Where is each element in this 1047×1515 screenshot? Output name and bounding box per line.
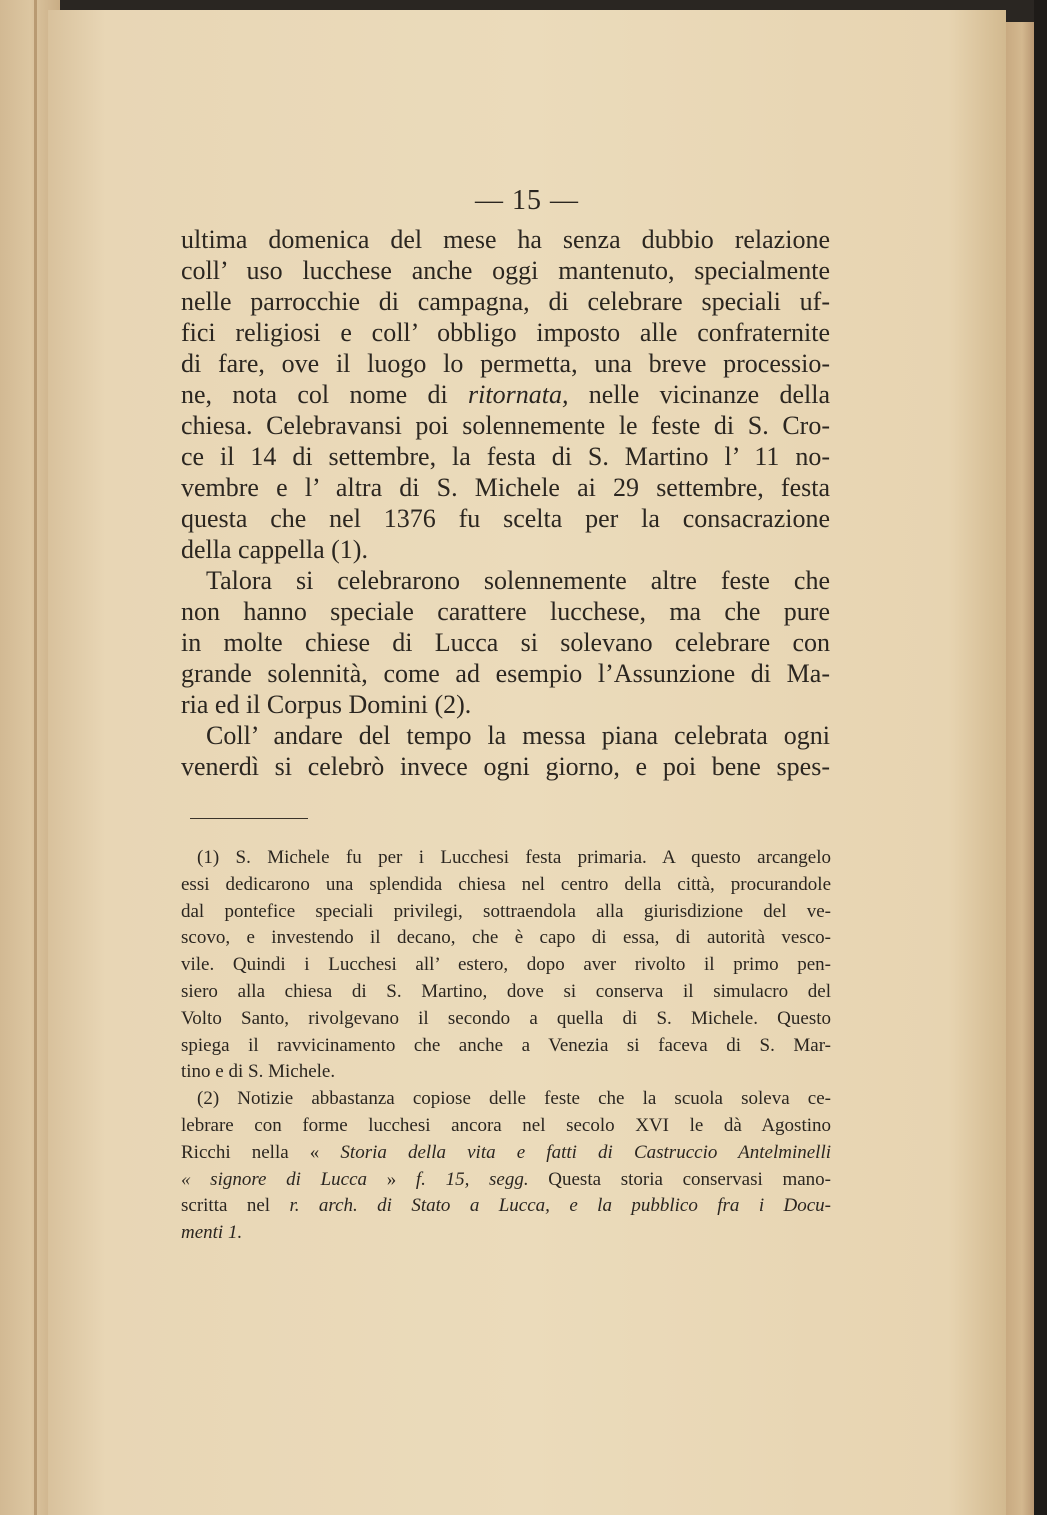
text-line: venerdì si celebrò invece ogni giorno, e poi bene spes- [181, 752, 830, 781]
text-line: di fare, ove il luogo lo permetta, una breve processio- [181, 349, 830, 378]
footnote-line: spiega il ravvicinamento che anche a Venezia si faceva di S. Mar- [181, 1034, 831, 1056]
text-line: vembre e l’ altra di S. Michele ai 29 settembre, festa [181, 473, 830, 502]
text-line [181, 379, 830, 410]
text-line: coll’ uso lucchese anche oggi mantenuto, specialmente [181, 256, 830, 285]
text-line: ria ed il Corpus Domini (2). [181, 690, 472, 719]
italic-citation: menti 1. [181, 1222, 243, 1244]
italic-term: ritornata, [468, 380, 569, 409]
text-run: Ricchi nella « [181, 1141, 341, 1163]
text-line: ce il 14 di settembre, la festa di S. Martino l’ 11 no- [181, 442, 830, 471]
text-line: fici religiosi e coll’ obbligo imposto alle confraternite [181, 318, 830, 347]
footnote-line [181, 1140, 831, 1167]
footnote-line [181, 1220, 831, 1247]
footnote-line: (1) S. Michele fu per i Lucchesi festa primaria. A questo arcangelo [197, 847, 831, 868]
footnote-line: lebrare con forme lucchesi ancora nel secolo XVI le dà Agostino [181, 1114, 831, 1136]
italic-title: Storia della vita e fatti di Castruccio Antelminelli [340, 1141, 831, 1163]
page-edge-right [1004, 22, 1034, 1515]
italic-citation: f. 15, segg. [415, 1168, 529, 1190]
text-line: chiesa. Celebravansi poi solennemente le feste di S. Cro- [181, 411, 830, 440]
text-line: questa che nel 1376 fu scelta per la consacrazione [181, 504, 830, 533]
page-fold [34, 0, 37, 1515]
text-line: ultima domenica del mese ha senza dubbio relazione [181, 225, 830, 254]
text-line: non hanno speciale carattere lucchese, ma che pure [181, 597, 830, 626]
text-run: Questa storia conservasi mano- [528, 1168, 831, 1190]
footnote-line: scovo, e investendo il decano, che è capo di essa, di autorità vesco- [181, 927, 831, 949]
text-run: » [367, 1168, 416, 1190]
book-page [48, 10, 1006, 1515]
footnote-line: essi dedicarono una splendida chiesa nel centro della città, procurandole [181, 873, 831, 895]
footnote-line: vile. Quindi i Lucchesi all’ estero, dopo aver rivolto il primo pen- [181, 954, 831, 976]
footnote-line [181, 1167, 831, 1194]
text-line: Coll’ andare del tempo la messa piana celebrata ogni [206, 721, 830, 750]
italic-title: « signore di Lucca [181, 1168, 368, 1190]
text-line: grande solennità, come ad esempio l’Assunzione di Ma- [181, 659, 830, 688]
text-run: nelle vicinanze della [568, 380, 830, 409]
text-run: scritta nel [181, 1195, 290, 1217]
text-line: Talora si celebrarono solennemente altre feste che [206, 566, 830, 595]
body-text [181, 224, 830, 782]
footnote-line: (2) Notizie abbastanza copiose delle feste che la scuola soleva ce- [197, 1088, 831, 1110]
footnote-line: tino e di S. Michele. [181, 1061, 336, 1083]
footnote-line: dal pontefice speciali privilegi, sottraendola alla giurisdizione del ve- [181, 900, 831, 922]
footnote-separator [190, 818, 308, 819]
binding-shadow [1034, 0, 1047, 1515]
footnote-line [181, 1193, 831, 1220]
footnotes [181, 845, 831, 1247]
text-line: nelle parrocchie di campagna, di celebrare speciali uf- [181, 287, 830, 316]
footnote-line: Volto Santo, rivolgevano il secondo a quella di S. Michele. Questo [181, 1007, 831, 1029]
text-run: ne, nota col nome di [181, 380, 469, 409]
text-line: in molte chiese di Lucca si solevano celebrare con [181, 628, 830, 657]
text-line: della cappella (1). [181, 535, 368, 564]
italic-citation: r. arch. di Stato a Lucca, e la pubblico fra i Docu- [289, 1195, 831, 1217]
footnote-line: siero alla chiesa di S. Martino, dove si conserva il simulacro del [181, 980, 831, 1002]
page-number: — 15 — [475, 185, 579, 216]
